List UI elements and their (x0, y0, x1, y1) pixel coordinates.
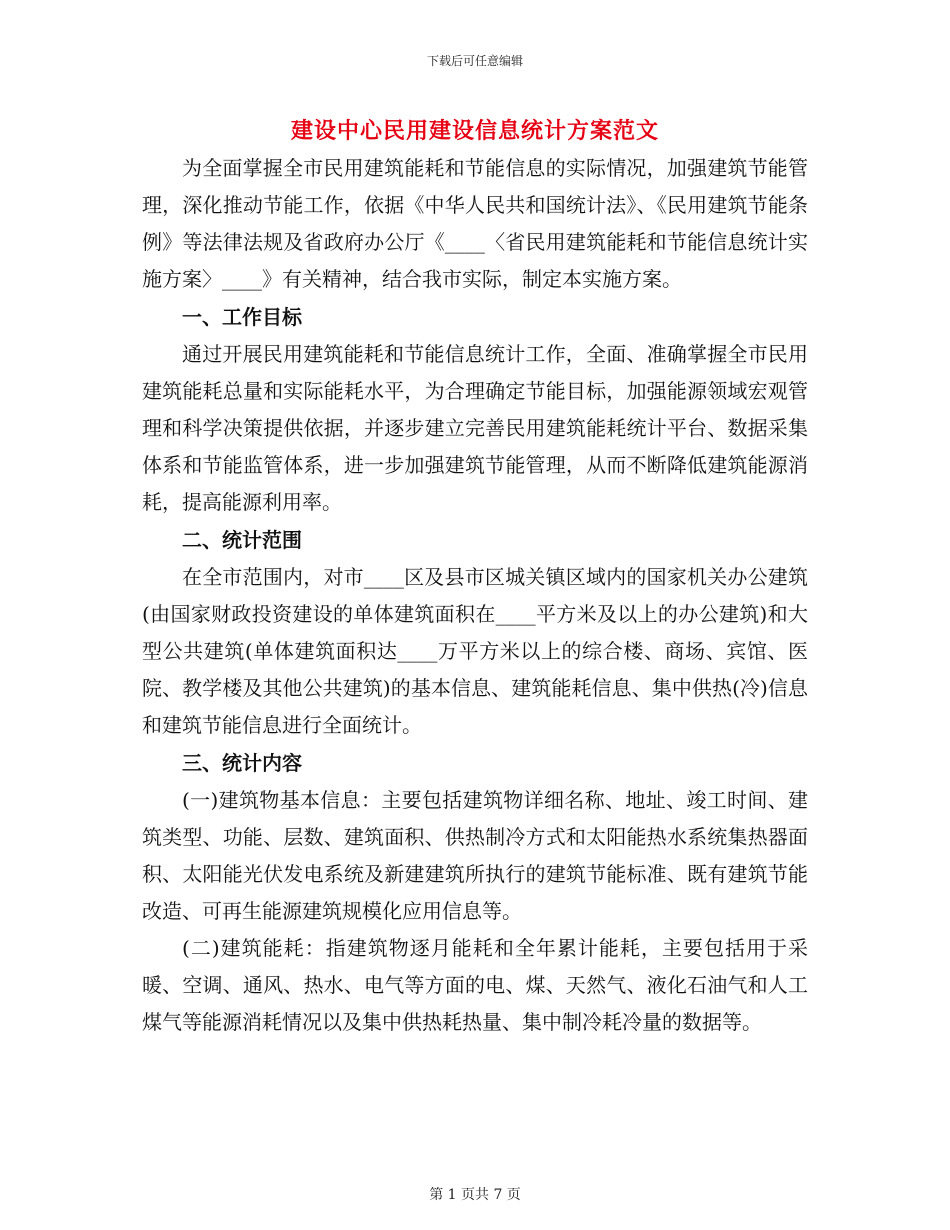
intro-paragraph: 为全面掌握全市民用建筑能耗和节能信息的实际情况，加强建筑节能管理，深化推动节能工作，依据《中华人民共和国统计法》、《民用建筑节能条例》等法律法规及省政府办公厅《____〈省民用建筑能耗和节能信息统计实施方案〉____》有关精神，结合我市实际，制定本实施方案。 (142, 156, 808, 291)
section-heading-content: 三、统计内容 (182, 751, 302, 775)
section-heading-goals: 一、工作目标 (182, 305, 302, 329)
document-title: 建设中心民用建设信息统计方案范文 (290, 118, 659, 144)
section-paragraph: 在全市范围内，对市____区及县市区城关镇区域内的国家机关办公建筑(由国家财政投资建设的单体建筑面积在____平方米及以上的办公建筑)和大型公共建筑(单体建筑面积达____万平方米以上的综合楼、商场、宾馆、医院、教学楼及其他公共建筑)的基本信息、建筑能耗信息、集中供热(冷)信息和建筑节能信息进行全面统计。 (142, 565, 808, 737)
page-number-footer: 第 1 页共 7 页 (429, 1187, 521, 1203)
section-paragraph: (一)建筑物基本信息：主要包括建筑物详细名称、地址、竣工时间、建筑类型、功能、层数、建筑面积、供热制冷方式和太阳能热水系统集热器面积、太阳能光伏发电系统及新建建筑所执行的建筑节能标准、既有建筑节能改造、可再生能源建筑规模化应用信息等。 (142, 788, 808, 923)
page-header-note: 下载后可任意编辑 (426, 54, 523, 68)
section-paragraph: 通过开展民用建筑能耗和节能信息统计工作，全面、准确掌握全市民用建筑能耗总量和实际能耗水平，为合理确定节能目标，加强能源领域宏观管理和科学决策提供依据，并逐步建立完善民用建筑能耗统计平台、数据采集体系和节能监管体系，进一步加强建筑节能管理，从而不断降低建筑能源消耗，提高能源利用率。 (142, 342, 808, 514)
section-heading-scope: 二、统计范围 (182, 528, 302, 552)
section-paragraph: (二)建筑能耗：指建筑物逐月能耗和全年累计能耗，主要包括用于采暖、空调、通风、热水、电气等方面的电、煤、天然气、液化石油气和人工煤气等能源消耗情况以及集中供热耗热量、集中制冷耗冷量的数据等。 (142, 936, 808, 1034)
document-body (142, 150, 808, 1041)
